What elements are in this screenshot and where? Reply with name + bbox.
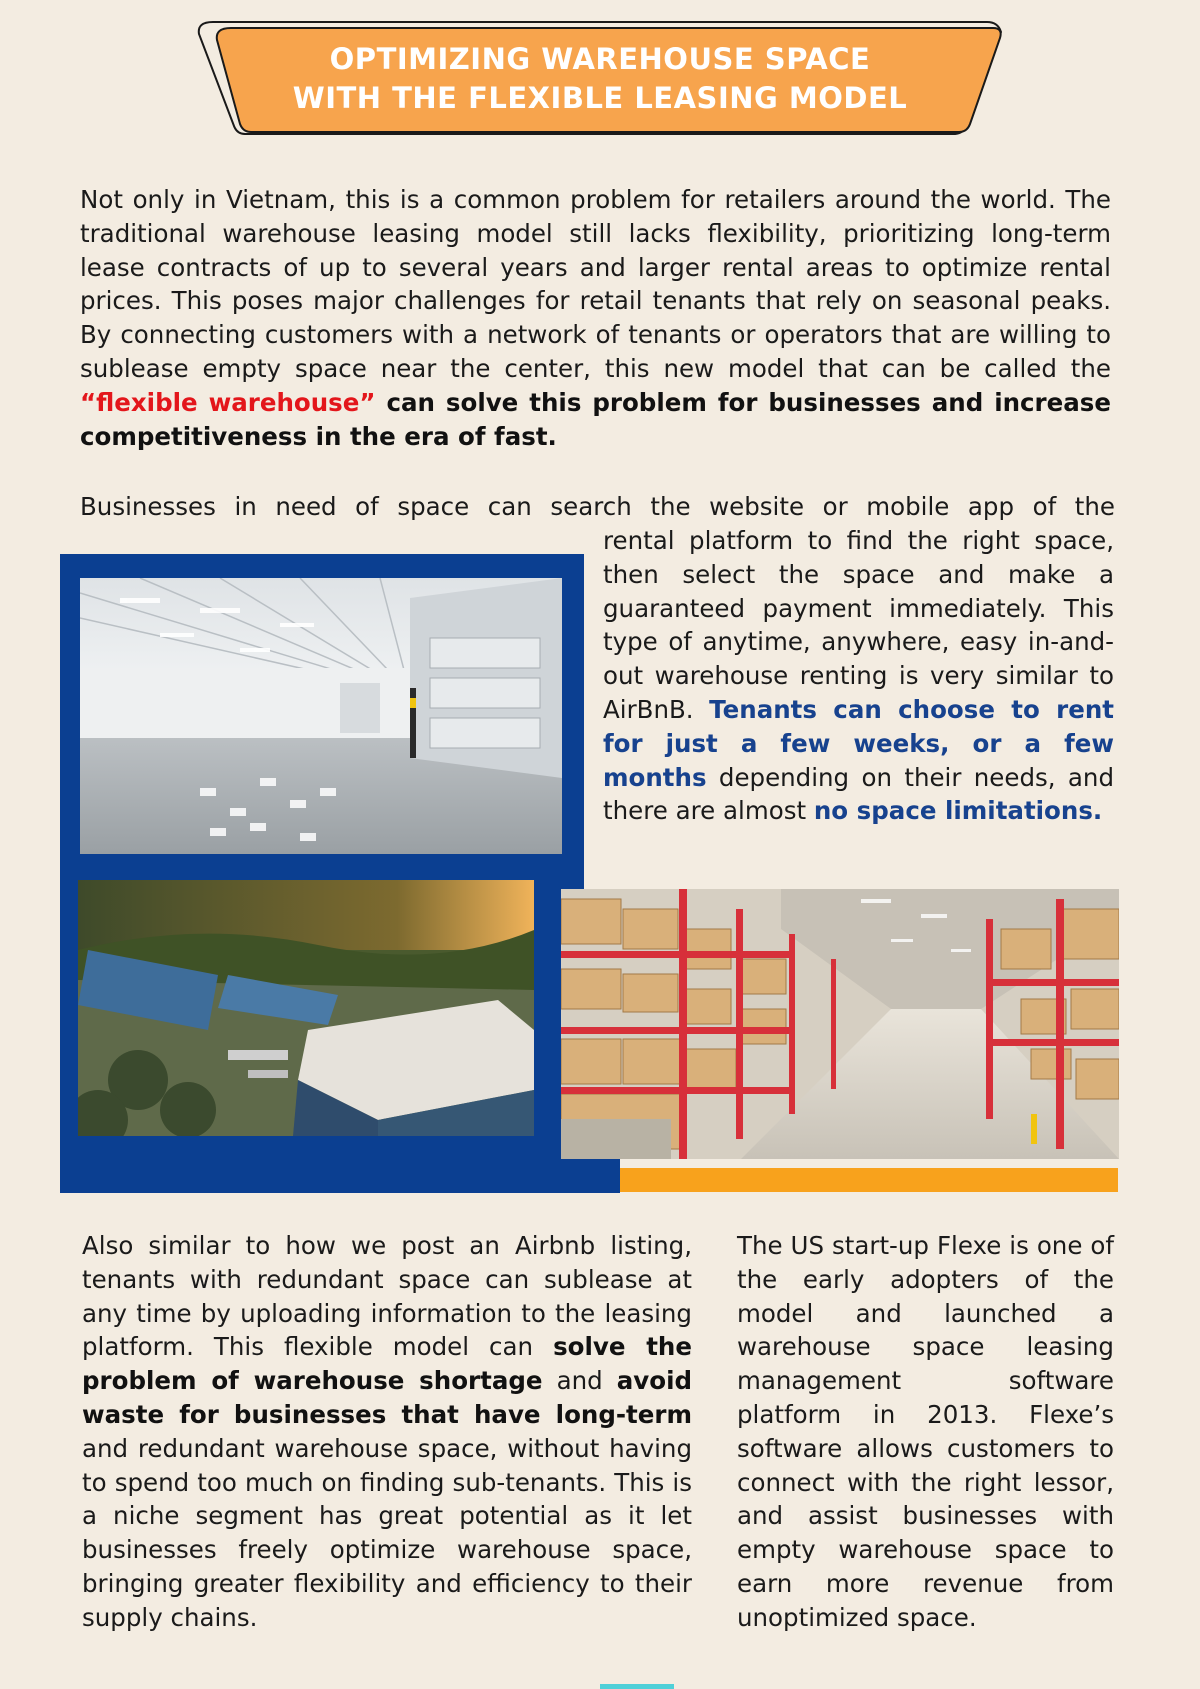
storage-racks-photo — [561, 889, 1119, 1159]
aerial-industrial-park-photo — [78, 880, 534, 1136]
search-text: rental platform to find the right space, then select the space and make a guaranteed payment immediately. This type of anytime, anywhere, easy in-and-out warehouse renting is very similar to AirBnB. — [603, 526, 1114, 724]
orange-accent-bar — [560, 1168, 1118, 1192]
intro-paragraph — [80, 183, 1111, 453]
no-space-limitations-highlight: no space limitations. — [813, 796, 1103, 826]
avoid-waste-highlight: avoid waste for businesses that have long-term — [82, 1366, 693, 1429]
intro-text: Not only in Vietnam, this is a common problem for retailers around the world. The traditional warehouse leasing model still lacks flexibility, prioritizing long-term lease contracts of up to several years and larger rental areas to optimize rental prices. This poses major challenges for retail tenants that rely on seasonal peaks. By connecting customers with a network of tenants or operators that are willing to sublease empty space near the center, this new model that can be called the — [80, 185, 1111, 383]
title-banner — [195, 18, 1005, 136]
tenants-choose-highlight: Tenants can choose to rent for just a few weeks, or a few months — [603, 694, 1115, 792]
search-paragraph — [603, 524, 1114, 828]
search-text-2: depending on their needs, and there are almost — [603, 762, 1114, 826]
flexible-warehouse-highlight: “flexible warehouse” — [80, 387, 376, 417]
sublease-paragraph — [82, 1229, 692, 1635]
search-paragraph-first-line: Businesses in need of space can search the website or mobile app of the — [80, 492, 1115, 521]
blue-frame-strip — [560, 1155, 620, 1193]
intro-bold-text: can solve this problem for businesses and increase competitiveness in the era of fast. — [80, 387, 1111, 451]
decorative-teal-bar — [600, 1684, 674, 1689]
sublease-text-3: and redundant warehouse space, without having to spend too much on finding sub-tenants. This is a niche segment has great potential as it let businesses freely optimize warehouse space, bringing greater flexibility and efficiency to their supply chains. — [82, 1433, 692, 1632]
warehouse-shortage-highlight: solve the problem of warehouse shortage — [82, 1332, 692, 1396]
sublease-text: Also similar to how we post an Airbnb listing, tenants with redundant space can sublease at any time by uploading information to the leasing platform. This flexible model can — [82, 1231, 692, 1362]
empty-warehouse-photo — [80, 578, 562, 854]
banner-title-line2: WITH THE FLEXIBLE LEASING MODEL — [292, 81, 908, 115]
flexe-paragraph: The US start-up Flexe is one of the early adopters of the model and launched a warehouse space leasing management software platform in 2013. Flexe’s software allows customers to connect with the right lessor, and assist businesses with empty warehouse space to earn more revenue from unoptimized space. — [737, 1231, 1114, 1632]
banner-title — [195, 40, 1005, 118]
banner-title-line1: OPTIMIZING WAREHOUSE SPACE — [329, 42, 871, 76]
sublease-text-2: and — [542, 1366, 617, 1396]
